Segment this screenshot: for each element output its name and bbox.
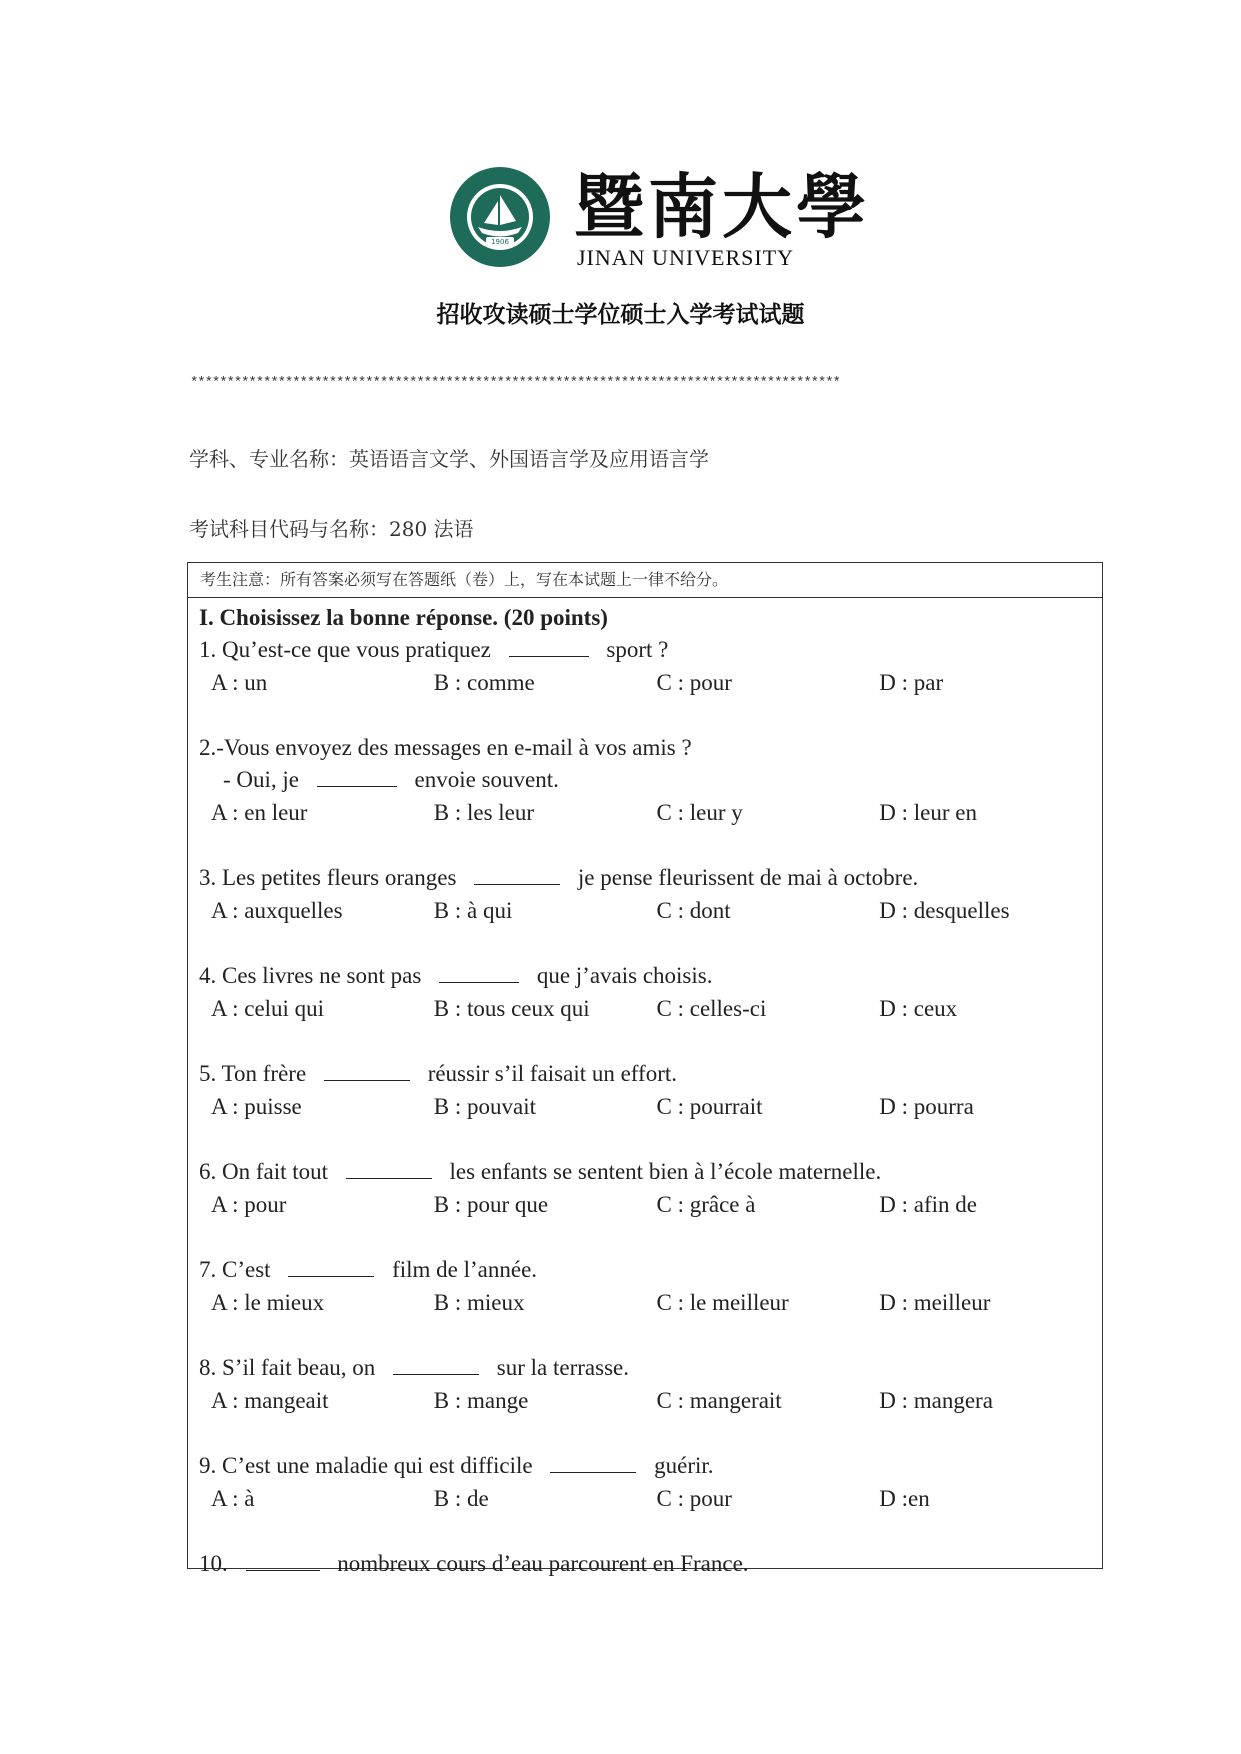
seal-year: 1906 <box>491 238 509 246</box>
option-b: B : mange <box>433 1388 529 1413</box>
options <box>199 894 1102 927</box>
answer-blank <box>393 1354 479 1375</box>
section-title: I. Choisissez la bonne réponse. (20 points) <box>199 605 608 630</box>
option-a: A : un <box>211 670 268 695</box>
question-6 <box>199 1156 1102 1221</box>
stem-text: 10. <box>199 1551 228 1576</box>
stem-text: nombreux cours d’eau parcourent en France. <box>337 1551 749 1576</box>
options <box>199 992 1102 1025</box>
question-7 <box>199 1254 1102 1319</box>
options <box>199 1090 1102 1123</box>
stem-text: je pense fleurissent de mai à octobre. <box>577 865 919 890</box>
answer-blank <box>324 1060 410 1081</box>
question-9 <box>199 1450 1102 1515</box>
option-a: A : en leur <box>211 800 308 825</box>
option-d: D :en <box>879 1486 930 1511</box>
exam-code-label: 考试科目代码与名称： <box>189 517 389 541</box>
question-stem <box>199 1450 1102 1482</box>
question-stem <box>199 732 1102 764</box>
question-stem <box>199 862 1102 894</box>
option-c: C : dont <box>656 898 731 923</box>
option-d: D : afin de <box>879 1192 977 1217</box>
page-title: 招收攻读硕士学位硕士入学考试试题 <box>436 302 805 328</box>
option-a: A : mangeait <box>211 1388 329 1413</box>
question-5 <box>199 1058 1102 1123</box>
option-d: D : meilleur <box>879 1290 991 1315</box>
university-name-en: JINAN UNIVERSITY <box>577 245 795 270</box>
stem-text: 8. S’il fait beau, on <box>199 1355 376 1380</box>
question-stem <box>199 1548 1102 1580</box>
question-stem <box>199 960 1102 992</box>
option-b: B : pouvait <box>433 1094 536 1119</box>
option-b: B : mieux <box>433 1290 525 1315</box>
university-name-cn: 暨南大學 <box>574 165 870 248</box>
exam-code-line <box>189 513 474 542</box>
option-a: A : le mieux <box>211 1290 325 1315</box>
option-c: C : pour <box>656 670 732 695</box>
stem-text: 4. Ces livres ne sont pas <box>199 963 422 988</box>
option-a: A : pour <box>211 1192 287 1217</box>
exam-code-value: 280 法语 <box>389 517 474 541</box>
stem-text: 5. Ton frère <box>199 1061 307 1086</box>
stem-text: les enfants se sentent bien à l’école maternelle. <box>449 1159 882 1184</box>
answer-blank <box>474 864 560 885</box>
options <box>199 796 1102 829</box>
option-d: D : pourra <box>879 1094 974 1119</box>
option-b: B : tous ceux qui <box>433 996 590 1021</box>
option-c: C : pourrait <box>656 1094 763 1119</box>
option-b: B : de <box>433 1486 489 1511</box>
stem-text: 9. C’est une maladie qui est difficile <box>199 1453 533 1478</box>
answer-blank <box>317 766 397 787</box>
stem-text: - Oui, je <box>223 767 300 792</box>
stem-text: guérir. <box>654 1453 714 1478</box>
options <box>199 1286 1102 1319</box>
options <box>199 1482 1102 1515</box>
option-c: C : grâce à <box>656 1192 756 1217</box>
question-stem <box>199 1058 1102 1090</box>
option-a: A : celui qui <box>211 996 325 1021</box>
stem-text: 6. On fait tout <box>199 1159 329 1184</box>
option-c: C : pour <box>656 1486 732 1511</box>
answer-blank <box>246 1550 320 1571</box>
question-8 <box>199 1352 1102 1417</box>
stem-text: sur la terrasse. <box>496 1355 629 1380</box>
answer-blank <box>509 636 589 657</box>
option-c: C : celles-ci <box>656 996 767 1021</box>
stem-text: sport ? <box>606 637 669 662</box>
university-logo <box>448 165 870 275</box>
option-b: B : pour que <box>433 1192 549 1217</box>
subject-line <box>189 443 709 472</box>
option-c: C : mangerait <box>656 1388 782 1413</box>
option-a: A : auxquelles <box>211 898 343 923</box>
answer-blank <box>439 962 519 983</box>
question-3 <box>199 862 1102 927</box>
question-4 <box>199 960 1102 1025</box>
subject-label: 学科、专业名称： <box>189 447 349 471</box>
subject-value: 英语语言文学、外国语言学及应用语言学 <box>349 447 709 471</box>
stem-text: réussir s’il faisait un effort. <box>427 1061 678 1086</box>
stem-text: que j’avais choisis. <box>536 963 713 988</box>
option-c: C : leur y <box>656 800 743 825</box>
option-b: B : à qui <box>433 898 513 923</box>
candidate-notice: 考生注意：所有答案必须写在答题纸（卷）上，写在本试题上一律不给分。 <box>188 563 1102 598</box>
exam-content <box>188 598 1102 1580</box>
option-d: D : par <box>879 670 944 695</box>
exam-box <box>187 562 1103 1576</box>
option-b: B : comme <box>433 670 535 695</box>
question-stem <box>199 1156 1102 1188</box>
options <box>199 1188 1102 1221</box>
option-b: B : les leur <box>433 800 535 825</box>
option-a: A : puisse <box>211 1094 302 1119</box>
stem-text: 1. Qu’est-ce que vous pratiquez <box>199 637 491 662</box>
answer-blank <box>550 1452 636 1473</box>
stem-text: 3. Les petites fleurs oranges <box>199 865 457 890</box>
options <box>199 1384 1102 1417</box>
question-stem <box>199 1352 1102 1384</box>
answer-blank <box>288 1256 374 1277</box>
option-d: D : desquelles <box>879 898 1010 923</box>
answer-blank <box>346 1158 432 1179</box>
stem-text: envoie souvent. <box>414 767 559 792</box>
university-seal-icon <box>448 165 552 269</box>
option-c: C : le meilleur <box>656 1290 789 1315</box>
stem-text: film de l’année. <box>392 1257 538 1282</box>
separator-line: ***************************************************************************************** <box>190 375 840 391</box>
question-stem <box>199 634 1102 666</box>
stem-text: 7. C’est <box>199 1257 271 1282</box>
option-a: A : à <box>211 1486 255 1511</box>
question-stem <box>199 1254 1102 1286</box>
stem-text: 2.-Vous envoyez des messages en e-mail à vos amis ? <box>199 735 692 760</box>
option-d: D : ceux <box>879 996 958 1021</box>
question-sub-line <box>199 764 1102 796</box>
options <box>199 666 1102 699</box>
question-2 <box>199 732 1102 829</box>
question-1 <box>199 634 1102 699</box>
option-d: D : leur en <box>879 800 977 825</box>
question-10 <box>199 1548 1102 1580</box>
option-d: D : mangera <box>879 1388 993 1413</box>
